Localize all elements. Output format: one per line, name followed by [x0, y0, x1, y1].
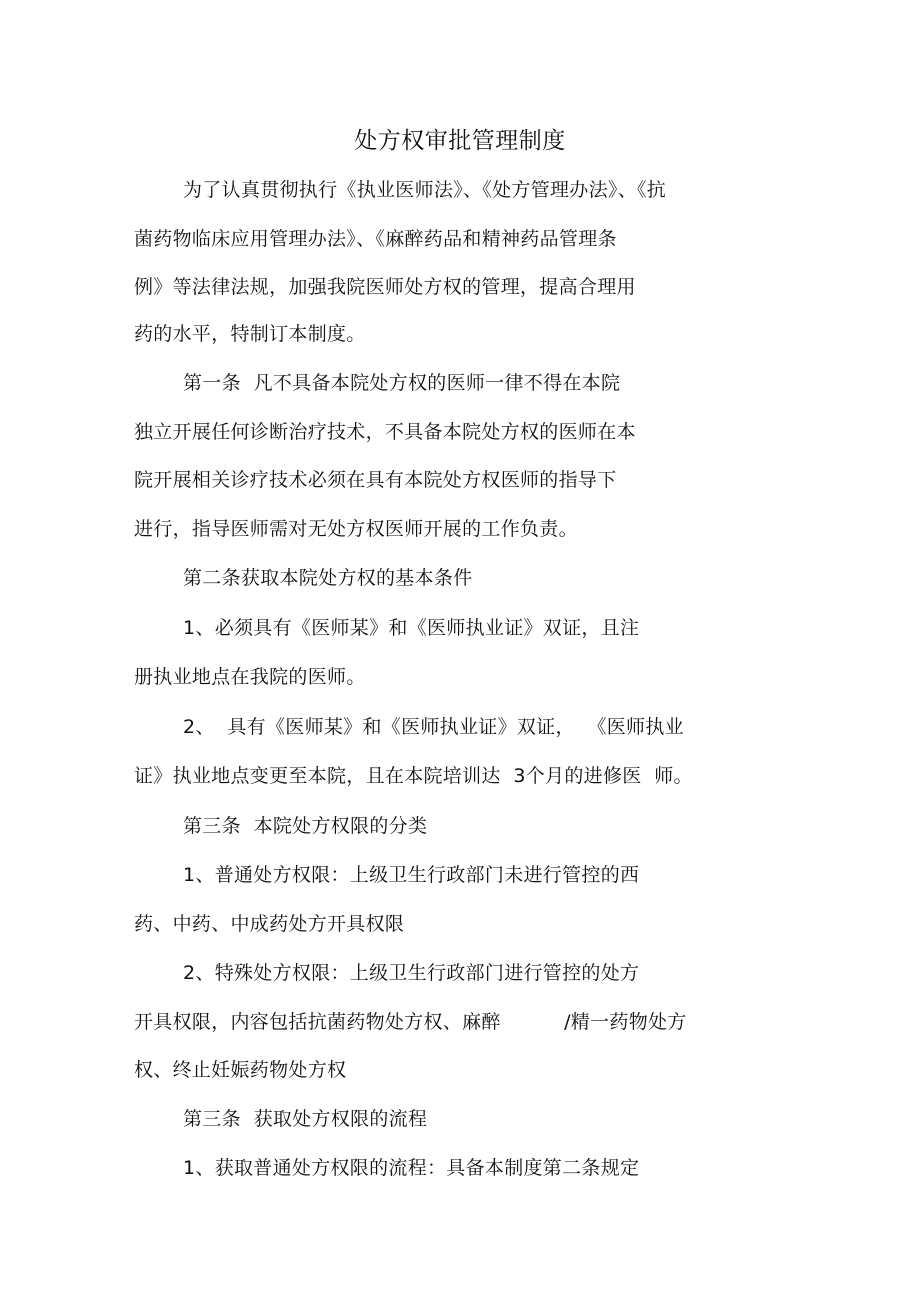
body-line-1: 为了认真贯彻执行《执业医师法》、《处方管理办法》、《抗 — [183, 179, 667, 201]
body-line-7: 院开展相关诊疗技术必须在具有本院处方权医师的指导下 — [134, 469, 617, 491]
body-line-19: 权、终止妊娠药物处方权 — [134, 1059, 347, 1081]
body-line-11: 册执业地点在我院的医师。 — [134, 666, 366, 688]
document-title: 处方权审批管理制度 — [354, 128, 566, 154]
body-line-5: 第一条 凡不具备本院处方权的医师一律不得在本院 — [183, 372, 621, 394]
section-heading-2: 第二条获取本院处方权的基本条件 — [183, 567, 473, 589]
body-line-3: 例》等法律法规，加强我院医师处方权的管理，提高合理用 — [134, 276, 636, 298]
body-line-13: 证》执业地点变更至本院，且在本院培训达 3个月的进修医 师。 — [134, 765, 693, 787]
section-heading-4: 第三条 获取处方权限的流程 — [183, 1108, 428, 1130]
body-line-18: 开具权限，内容包括抗菌药物处方权、麻醉 /精一药物处方 — [134, 1011, 687, 1033]
body-line-17: 2、特殊处方权限：上级卫生行政部门进行管控的处方 — [183, 962, 640, 984]
body-line-4: 药的水平，特制订本制度。 — [134, 323, 366, 345]
body-line-8: 进行，指导医师需对无处方权医师开展的工作负责。 — [134, 518, 578, 540]
body-line-2: 菌药物临床应用管理办法》、《麻醉药品和精神药品管理条 — [134, 228, 617, 250]
section-heading-3: 第三条 本院处方权限的分类 — [183, 815, 428, 837]
body-line-21: 1、获取普通处方权限的流程：具备本制度第二条规定 — [183, 1157, 640, 1179]
body-line-12: 2、 具有《医师某》和《医师执业证》双证， 《医师执业 — [183, 716, 684, 738]
body-line-15: 1、普通处方权限：上级卫生行政部门未进行管控的西 — [183, 864, 640, 886]
body-line-10: 1、必须具有《医师某》和《医师执业证》双证，且注 — [183, 617, 640, 639]
body-line-6: 独立开展任何诊断治疗技术，不具备本院处方权的医师在本 — [134, 421, 636, 443]
body-line-16: 药、中药、中成药处方开具权限 — [134, 913, 405, 935]
